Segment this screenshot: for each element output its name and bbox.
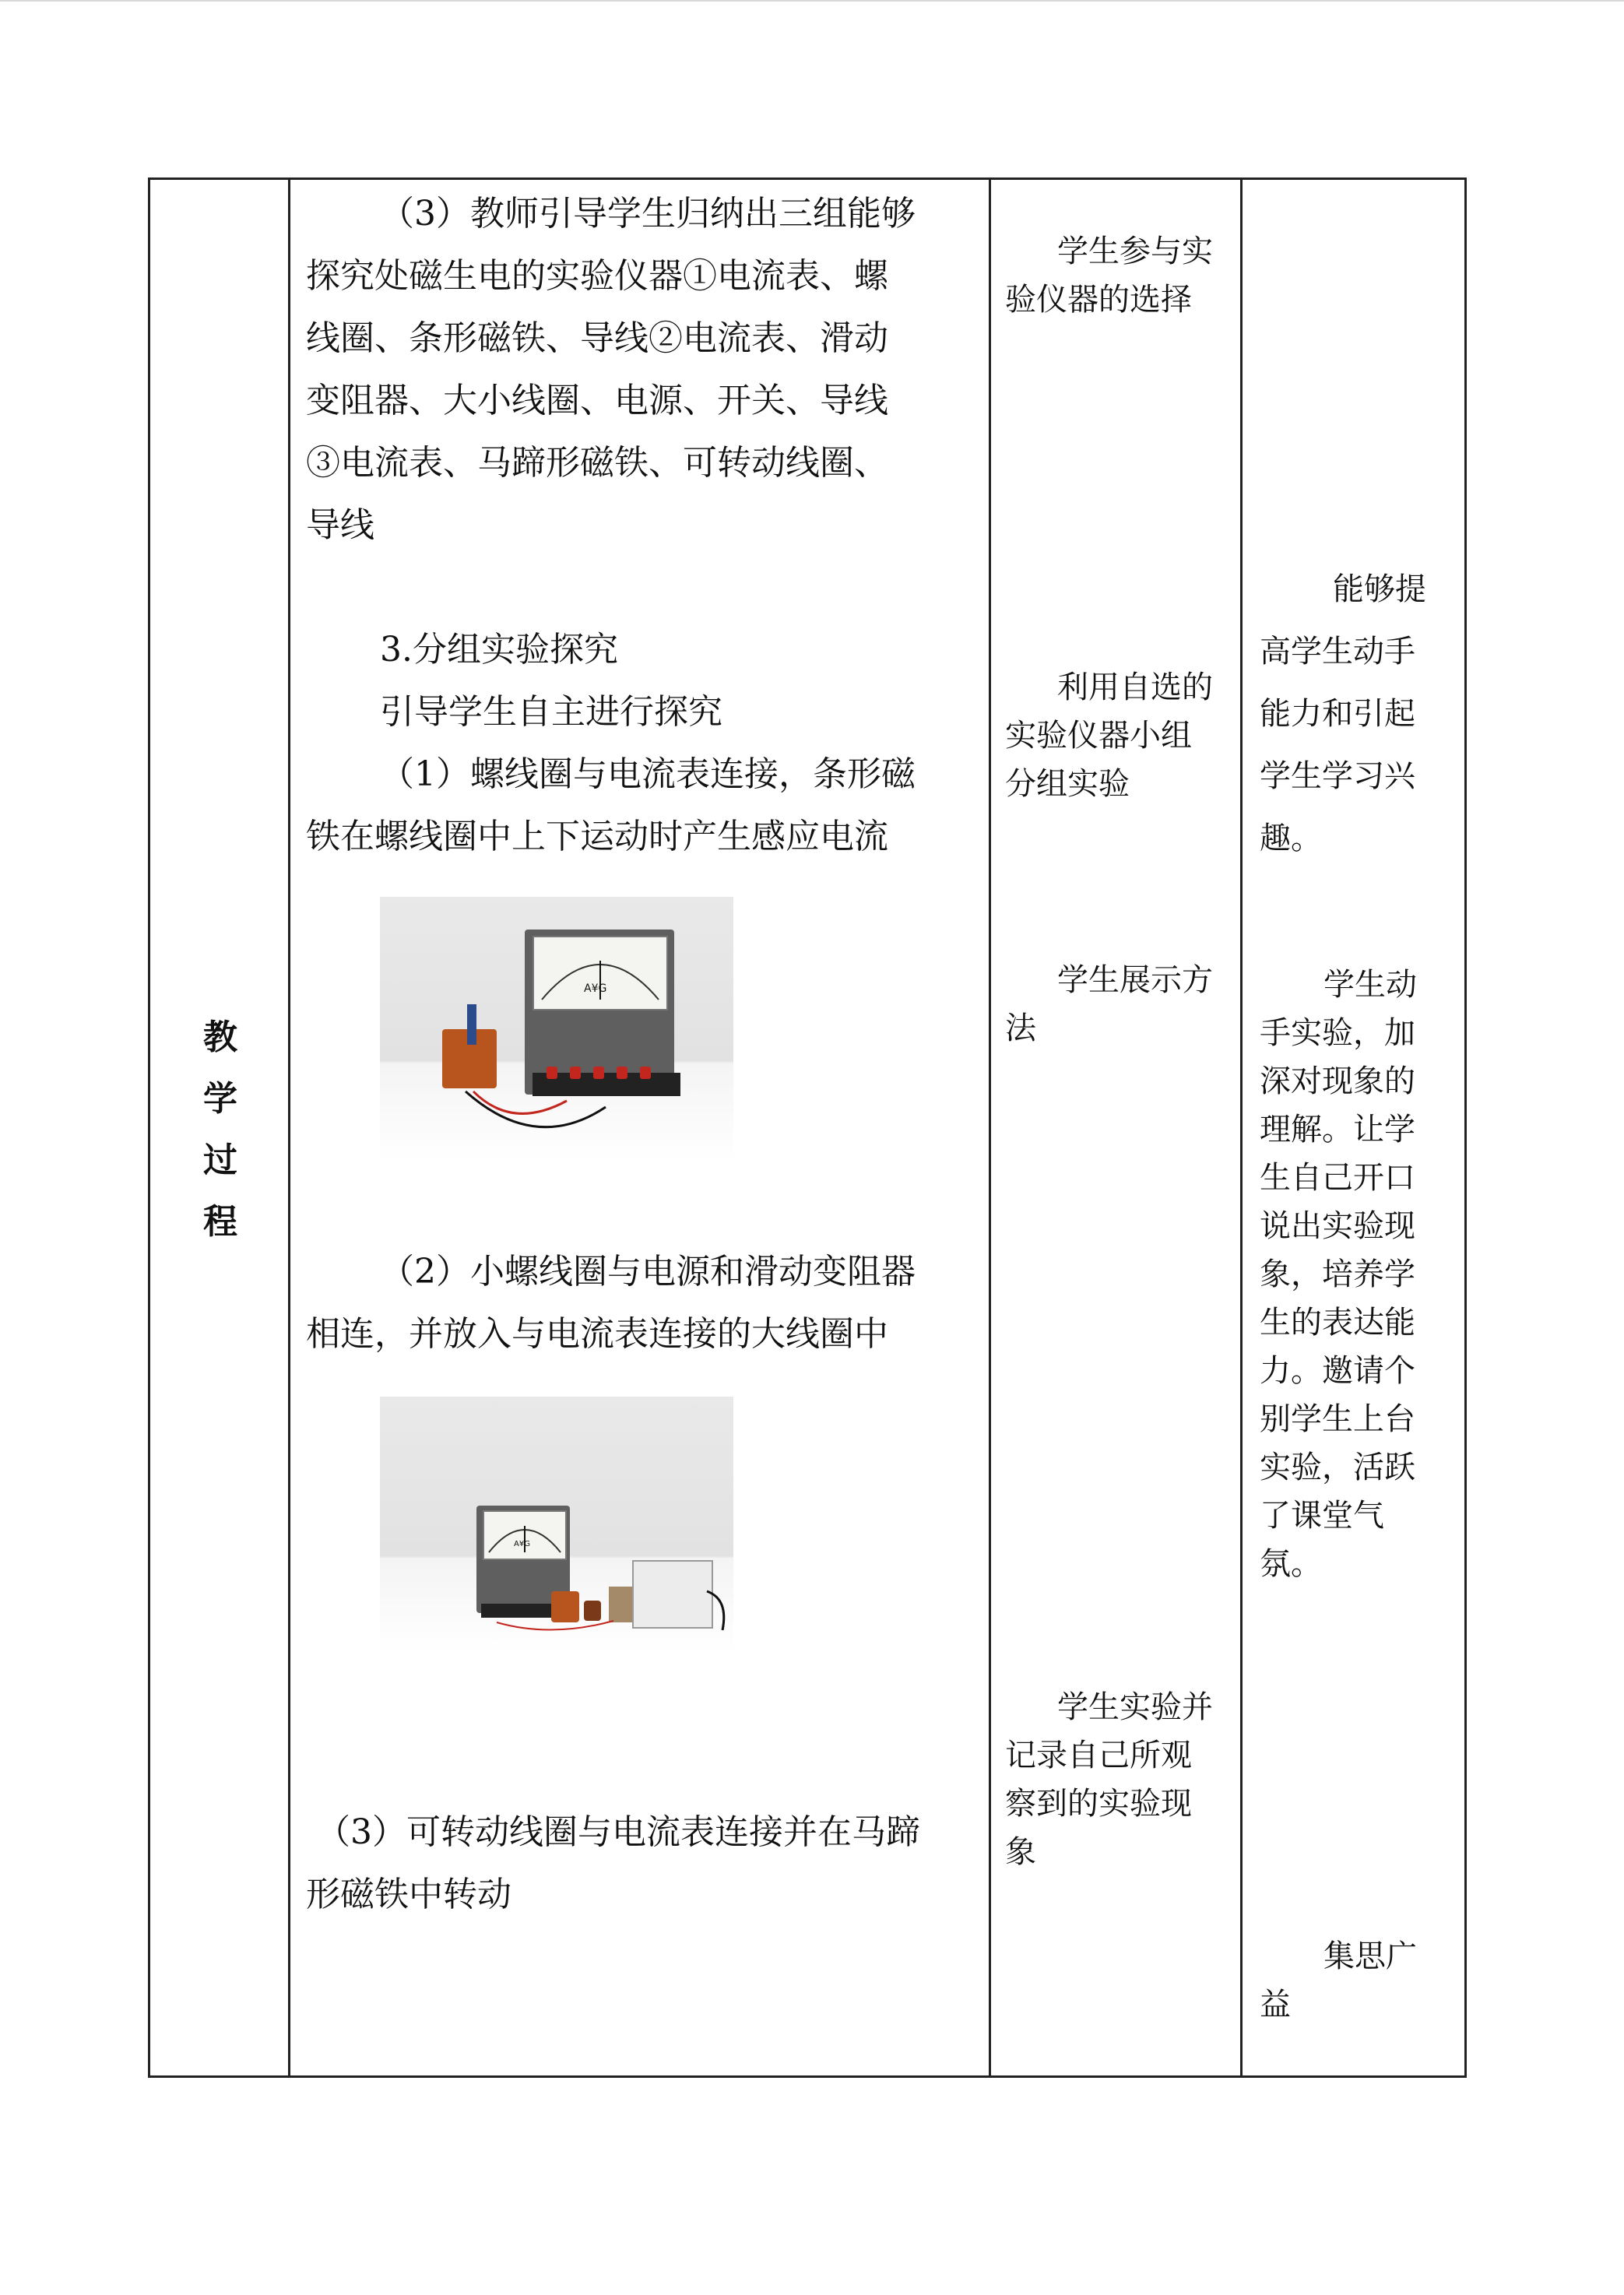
intent-note-3-line: 益 [1260,1987,1291,2023]
meter-label: A¥G [514,1540,530,1548]
stage-label-char: 过 [203,1140,237,1180]
intent-note-2-line: 力。邀请个 [1260,1353,1415,1389]
step1-line: （1）螺线圈与电流表连接，条形磁 [380,754,916,794]
step1-line: 铁在螺线圈中上下运动时产生感应电流 [306,817,888,856]
intent-note-2-line: 理解。让学 [1260,1112,1415,1148]
stage-label-char: 教 [203,1017,237,1057]
intent-note-2-line: 生的表达能 [1260,1305,1415,1341]
page-top-edge [0,0,1624,2]
intent-note-2-line: 深对现象的 [1260,1063,1415,1099]
intent-note-1-line: 能够提 [1333,571,1426,607]
section-heading: 3.分组实验探究 [380,630,618,670]
experiment-photo-2 [380,1397,733,1654]
intent-note-1-line: 学生学习兴 [1260,758,1415,794]
intent-note-3-line: 集思广 [1323,1938,1417,1974]
intent-note-2-line: 象，培养学 [1260,1256,1415,1292]
intent-note-1-line: 能力和引起 [1260,696,1415,732]
wires-icon [380,1397,733,1654]
para1-line: 变阻器、大小线圈、电源、开关、导线 [306,381,888,420]
para1-line: （3）教师引导学生归纳出三组能够 [380,194,916,234]
activity-note-3-line: 学生展示方 [1057,962,1213,998]
step3-line: 形磁铁中转动 [306,1875,511,1914]
para1-line: 导线 [306,505,374,545]
step3-line: （3）可转动线圈与电流表连接并在马蹄 [316,1812,920,1852]
intent-note-2-line: 说出实验现 [1260,1208,1415,1244]
intent-note-2-line: 学生动 [1323,967,1417,1003]
activity-note-4-line: 记录自己所观 [1005,1738,1192,1773]
intent-note-2-line: 了课堂气 [1260,1498,1384,1534]
activity-note-4-line: 象 [1005,1834,1036,1870]
intent-note-1-line: 趣。 [1260,821,1322,856]
para1-line: ③电流表、马蹄形磁铁、可转动线圈、 [306,443,888,483]
activity-note-2-line: 利用自选的 [1057,670,1213,705]
stage-label-char: 程 [203,1202,237,1242]
step2-line: 相连，并放入与电流表连接的大线圈中 [306,1314,888,1354]
para1-line: 探究处磁生电的实验仪器①电流表、螺 [306,256,888,296]
activity-note-2-line: 分组实验 [1005,766,1130,802]
activity-note-2-line: 实验仪器小组 [1005,718,1192,754]
para1-line: 线圈、条形磁铁、导线②电流表、滑动 [306,318,888,358]
meter-label: A¥G [584,982,607,995]
column-divider-3 [1240,180,1243,2075]
stage-label-char: 学 [203,1079,237,1119]
experiment-photo-1 [380,897,733,1162]
intent-note-2-line: 氛。 [1260,1546,1322,1582]
intent-note-1-line: 高学生动手 [1260,634,1415,670]
activity-note-1-line: 学生参与实 [1057,234,1213,269]
section-intro: 引导学生自主进行探究 [380,692,722,732]
wires-icon [380,897,733,1162]
column-divider-2 [989,180,991,2075]
intent-note-2-line: 别学生上台 [1260,1401,1415,1437]
activity-note-4-line: 学生实验并 [1057,1689,1213,1725]
intent-note-2-line: 手实验，加 [1260,1015,1415,1051]
activity-note-3-line: 法 [1005,1010,1036,1046]
activity-note-1-line: 验仪器的选择 [1005,282,1192,318]
activity-note-4-line: 察到的实验现 [1005,1786,1192,1822]
intent-note-2-line: 生自己开口 [1260,1160,1415,1196]
stage-label [150,1007,290,1253]
intent-note-2-line: 实验，活跃 [1260,1450,1415,1485]
step2-line: （2）小螺线圈与电源和滑动变阻器 [380,1252,916,1292]
